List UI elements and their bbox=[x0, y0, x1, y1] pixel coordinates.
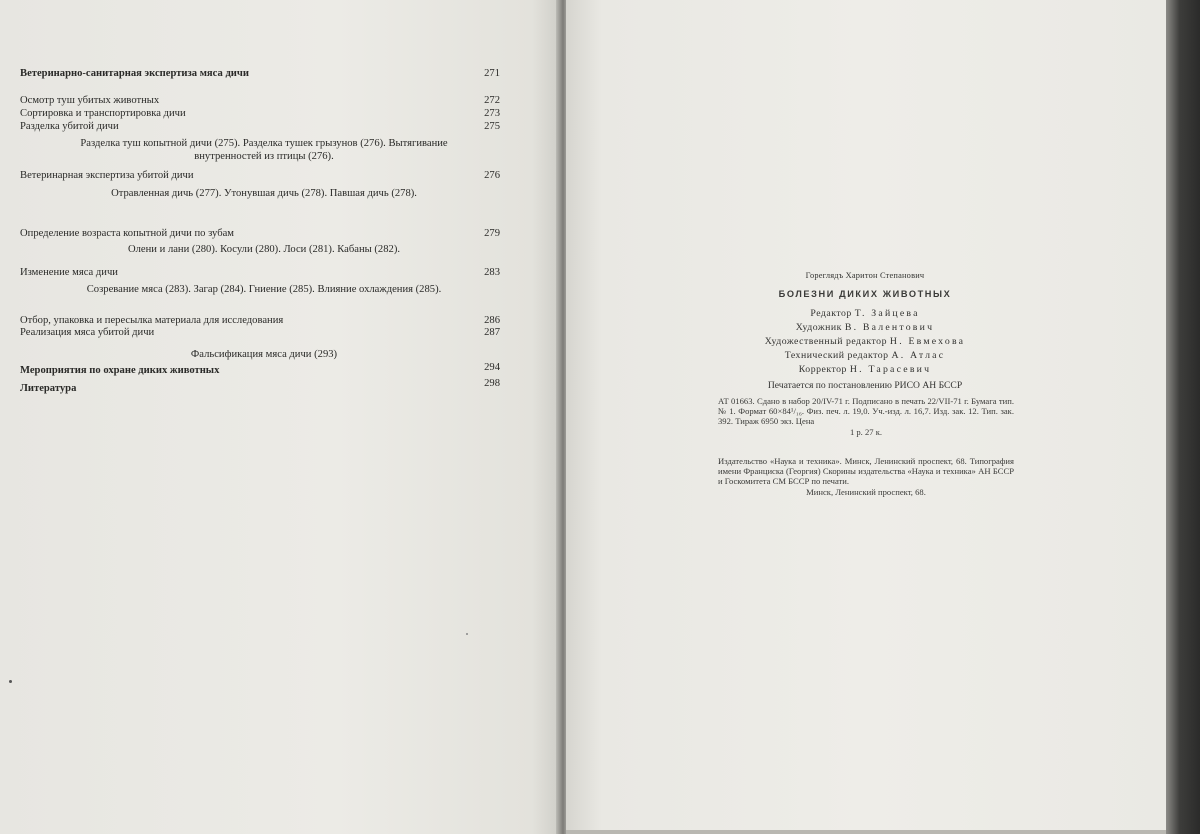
credit-name: А. Атлас bbox=[891, 350, 946, 361]
credit-role: Редактор bbox=[810, 308, 852, 319]
credit-role: Художественный редактор bbox=[764, 336, 887, 347]
book-title: БОЛЕЗНИ ДИКИХ ЖИВОТНЫХ bbox=[778, 289, 952, 299]
credit-role: Корректор bbox=[798, 364, 847, 375]
toc-entry: Сортировка и транспортировка дичи bbox=[20, 108, 186, 119]
toc-entry: Литература bbox=[20, 383, 77, 394]
ink-speck bbox=[9, 680, 12, 683]
toc-subentries: Олени и лани (280). Косули (280). Лоси (281). Кабаны (282). bbox=[128, 244, 400, 255]
toc-page-number: 287 bbox=[484, 327, 500, 338]
toc-entry: Осмотр туш убитых животных bbox=[20, 95, 160, 106]
toc-page-number: 272 bbox=[484, 95, 500, 106]
publisher-details: Издательство «Наука и техника». Минск, Ленинский проспект, 68. Типография имени Франциска (Георгия) Скорины издательства «Наука и техника» АН БССР и Госкомитета СМ БССР по печати. bbox=[718, 456, 1014, 487]
toc-page-number: 298 bbox=[484, 378, 500, 389]
credit-name: Т. Зайцева bbox=[854, 308, 920, 319]
toc-entry: Отбор, упаковка и пересылка материала для исследования bbox=[20, 315, 284, 326]
toc-entry: Мероприятия по охране диких животных bbox=[20, 365, 220, 376]
toc-entry: Ветеринарно-санитарная экспертиза мяса дичи bbox=[20, 68, 249, 79]
credit-name: В. Валентович bbox=[844, 322, 935, 333]
toc-entry: Определение возраста копытной дичи по зубам bbox=[20, 228, 235, 239]
toc-page-number: 294 bbox=[484, 362, 500, 373]
credit-line bbox=[740, 322, 990, 333]
credit-role: Технический редактор bbox=[784, 350, 889, 361]
toc-page-number: 273 bbox=[484, 108, 500, 119]
ink-speck bbox=[466, 633, 468, 635]
credit-role: Художник bbox=[795, 322, 842, 333]
credit-name: Н. Тарасевич bbox=[849, 364, 932, 375]
credit-line bbox=[740, 308, 990, 319]
toc-entry: Ветеринарная экспертиза убитой дичи bbox=[20, 170, 194, 181]
toc-page-number: 286 bbox=[484, 315, 500, 326]
toc-page-number: 276 bbox=[484, 170, 500, 181]
toc-subentries: Фальсификация мяса дичи (293) bbox=[190, 349, 338, 360]
toc-subentries: Отравленная дичь (277). Утонувшая дичь (278). Павшая дичь (278). bbox=[111, 188, 417, 199]
credit-name: Н. Евмехова bbox=[889, 336, 966, 347]
background-edge bbox=[1166, 0, 1200, 834]
print-specifications bbox=[718, 396, 1014, 437]
print-details: АТ 01663. Сдано в набор 20/IV-71 г. Подписано в печать 22/VII-71 г. Бумага тип. № 1. Формат 60×84¹/₁₆. Физ. печ. л. 19,0. Уч.-изд. л. 16,7. Изд. зак. 12. Тип. зак. 392. Тираж 6950 экз. Цена bbox=[718, 396, 1014, 427]
toc-page-number: 271 bbox=[484, 68, 500, 79]
toc-subentries: Разделка туш копытной дичи (275). Разделка тушек грызунов (276). Вытягивание внутренностей из птицы (276). bbox=[80, 138, 448, 162]
toc-subentries: Созревание мяса (283). Загар (284). Гниение (285). Влияние охлаждения (285). bbox=[86, 284, 442, 295]
publisher-info bbox=[718, 456, 1014, 497]
left-page-contents bbox=[0, 0, 560, 834]
toc-entry: Разделка убитой дичи bbox=[20, 121, 119, 132]
toc-page-number: 283 bbox=[484, 267, 500, 278]
credit-line bbox=[740, 364, 990, 375]
author-name: Гореглядъ Харитон Степанович bbox=[805, 271, 925, 280]
toc-entry: Реализация мяса убитой дичи bbox=[20, 327, 155, 338]
print-authorization: Печатается по постановлению РИСО АН БССР bbox=[767, 380, 963, 391]
toc-page-number: 279 bbox=[484, 228, 500, 239]
page-edge bbox=[566, 830, 1166, 834]
credit-line bbox=[740, 336, 990, 347]
publisher-address: Минск, Ленинский проспект, 68. bbox=[806, 486, 926, 497]
price: 1 р. 27 к. bbox=[849, 426, 883, 437]
credit-line bbox=[740, 350, 990, 361]
toc-page-number: 275 bbox=[484, 121, 500, 132]
toc-entry: Изменение мяса дичи bbox=[20, 267, 118, 278]
